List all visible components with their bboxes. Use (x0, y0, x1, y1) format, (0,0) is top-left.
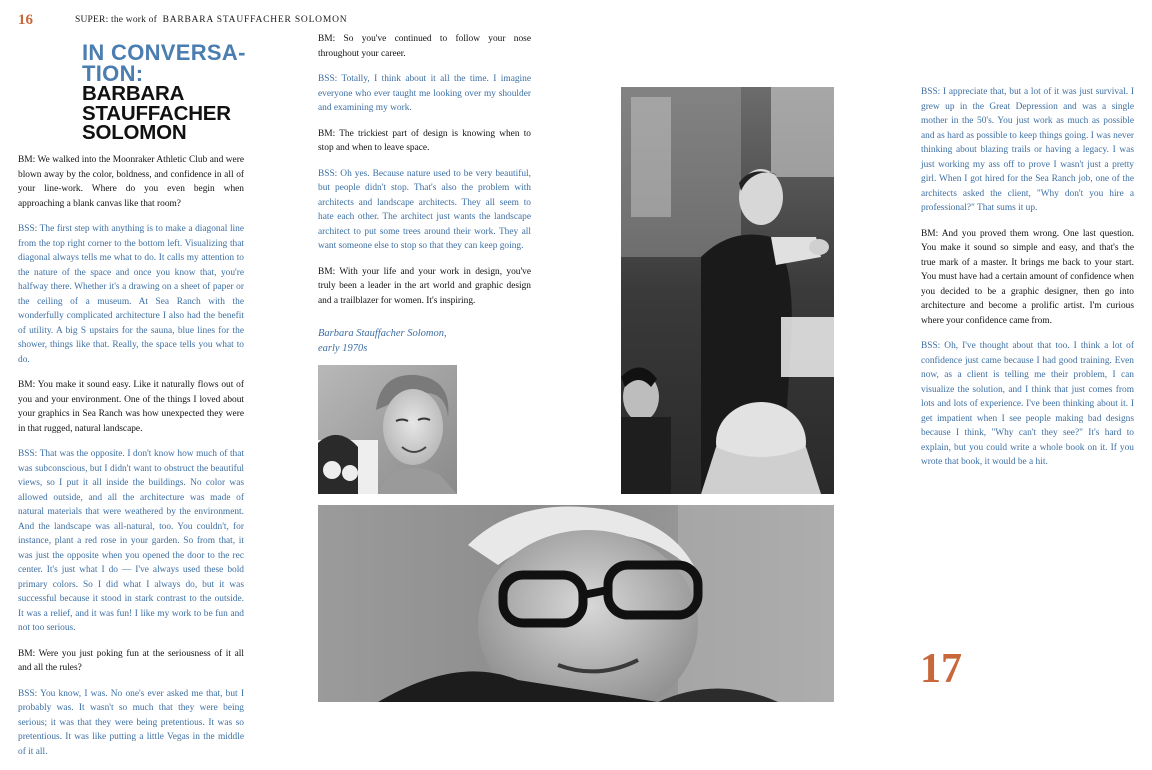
answer-paragraph: BSS: That was the opposite. I don't know how much of that was subconscious, but I didn't want to obstruct the beautiful views, so I put it all inside the buildings. No color was allowed outside, and all the architecture was made of natural materials that were weathered by the environment. And the landscape was all-natural, too. You couldn't, for instance, plant a red rose in your garden. So from that, it was just the opposite when you opened the door to the rec center. It's just what I do — I've always used these bold primary colors. So I did what I always do, but it was successful because it stood in stark contrast to the outside. It was a relief, and it was fun! I like my work to be fun and not too serious. (18, 449, 244, 633)
party-photo (621, 87, 834, 494)
portrait-photo (318, 365, 457, 494)
running-head (75, 15, 347, 25)
answer-paragraph: BSS: Oh yes. Because nature used to be very beautiful, but people didn't stop. That's also the problem with architects and landscape architects. They all seem to hate each other. The architect just wants the landscape architect to put some trees around their work. They all want someone else to stop so that they can keep going. (318, 168, 531, 251)
answer-paragraph: BSS: The first step with anything is to make a diagonal line from the top right corner to the bottom left. Visualizing that diagonal always tells me what to do. It calls my attention to the nature of the space and once you know that, you're halfway there. Whether it's a drawing on a sheet of paper or the ceiling of a museum. At Sea Ranch with the wonderfully complicated architecture I also had the benefit of utility. A big S upstairs for the sauna, blue lines for the shower, things like that. Really, the space tells you what to do. (18, 224, 244, 365)
question-paragraph: BM: With your life and your work in design, you've truly been a leader in the art world and graphic design and a trailblazer for women. It's inspiring. (318, 266, 531, 306)
photo-caption: Barbara Stauffacher Solomon, early 1970s (318, 328, 447, 354)
question-paragraph: BM: You make it sound easy. Like it naturally flows out of you and your environment. One of the things I loved about your graphics in Sea Ranch was how unexpected they were in that rugged, natural landscape. (18, 380, 244, 434)
question-paragraph: BM: And you proved them wrong. One last question. You make it sound so simple and easy, and that's the true mark of a master. It brings me back to your start. You must have had a certain amount of confidence when you decided to be a graphic designer, then go into architecture and become a prolific artist. I'm curious where your confidence came from. (921, 228, 1134, 326)
answer-paragraph: BSS: Oh, I've thought about that too. I think a lot of confidence just came because I had good training. Even now, as a client is telling me their problem, I can visualize the solution, and I think that just comes from lots and lots of experience. I've been thinking about it. I get impatient when I see people making bad designs because I think, "Why can't they see?" It's hard to explain, but you could write a whole book on it. If you wrote that book, it would be a hit. (921, 341, 1134, 467)
running-head-name: BARBARA STAUFFACHER SOLOMON (162, 15, 348, 25)
question-paragraph: BM: Were you just poking fun at the seriousness of it all and all the rules? (18, 648, 244, 673)
answer-paragraph: BSS: I appreciate that, but a lot of it was just survival. I grew up in the Great Depression and was a single mother in the 50's. You just work as much as possible and as hard as possible to keep things going. I was never thinking about blazing trails or having a legacy. I was just working my ass off to prove I wasn't just a pretty girl. When I got hired for the Sea Ranch job, one of the architects asked the client, "Why don't you hire a professional?" That sums it up. (921, 87, 1134, 213)
interview-column-left (18, 153, 244, 770)
interview-column-right (921, 85, 1134, 481)
interview-column-middle (318, 32, 531, 319)
title-kicker: IN CONVERSA- TION: (82, 40, 246, 86)
article-title (82, 42, 272, 143)
question-paragraph: BM: So you've continued to follow your nose throughout your career. (318, 34, 531, 59)
title-name: BARBARA STAUFFACHER SOLOMON (82, 82, 231, 144)
question-paragraph: BM: We walked into the Moonraker Athletic Club and were blown away by the color, boldness, and confidence in all of your line-work. Where do you even begin when approaching a blank canvas like that room? (18, 155, 244, 209)
question-paragraph: BM: The trickiest part of design is knowing when to stop and when to leave space. (318, 128, 531, 153)
running-head-label: SUPER: the work of (75, 15, 157, 25)
answer-paragraph: BSS: You know, I was. No one's ever asked me that, but I probably was. It wasn't so much that they were being serious; it was that they were being pretentious. It was so pretentious. It was like putting a little Vegas in the middle of it all. (18, 688, 244, 757)
page-number-left: 16 (18, 12, 33, 28)
answer-paragraph: BSS: Totally, I think about it all the time. I imagine everyone who ever taught me looking over my shoulder and examining my work. (318, 74, 531, 113)
page-number-right: 17 (920, 646, 962, 692)
elder-portrait-photo (318, 505, 834, 702)
